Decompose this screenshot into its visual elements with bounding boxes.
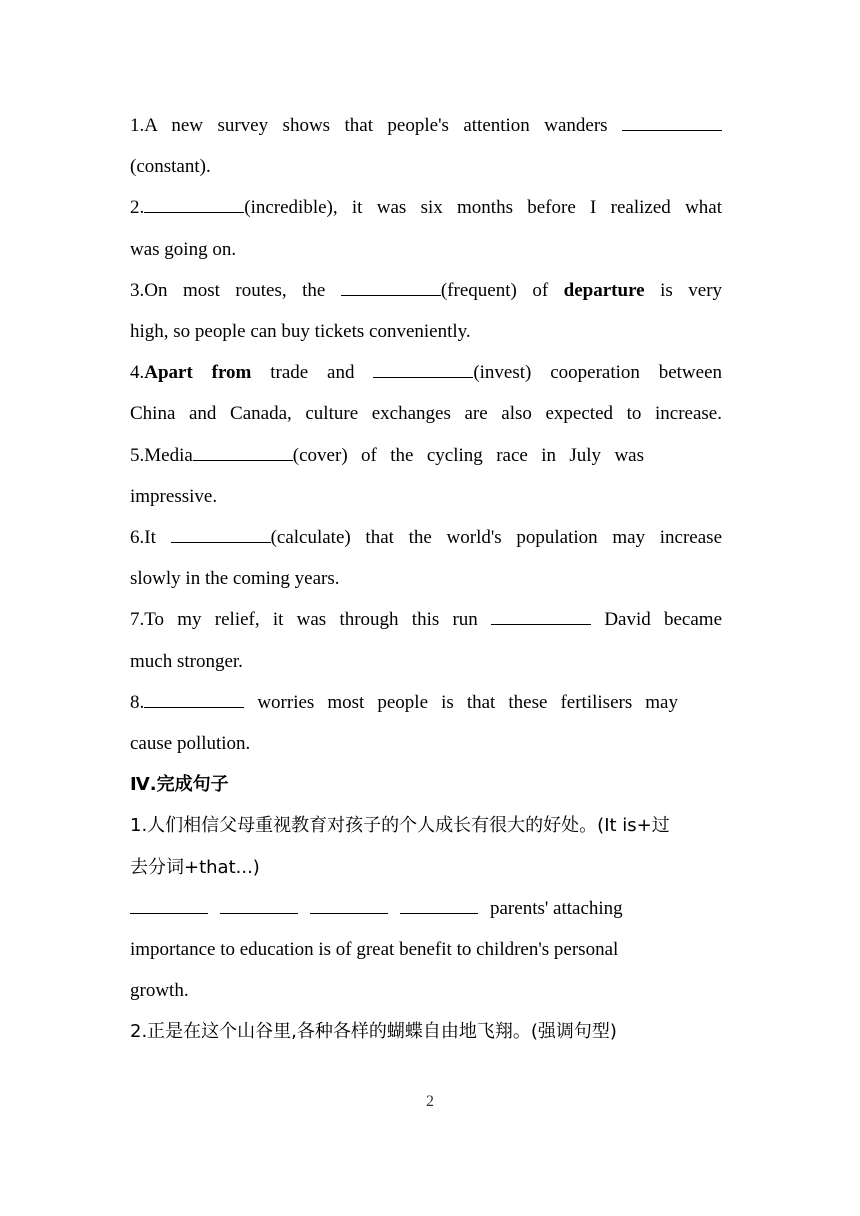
item-5-line-1: 5.Media (cover) of the cycling race in July was (130, 444, 644, 466)
answer-blank[interactable] (491, 610, 591, 625)
section4-q2-prompt: 2.正是在这个山谷里,各种各样的蝴蝶自由地飞翔。(强调句型) (130, 1021, 617, 1043)
answer-blank[interactable] (171, 528, 271, 543)
item-8-line-2: cause pollution. (130, 733, 251, 755)
section4-q1-answer-line-3: growth. (130, 980, 189, 1002)
section4-q1-prompt-line-2: 去分词+that...) (130, 856, 260, 878)
answer-blank[interactable] (144, 693, 244, 708)
item-1-line-2: (constant). (130, 156, 211, 178)
page-number: 2 (426, 1093, 434, 1110)
item-3-line-2: high, so people can buy tickets conveniently. (130, 321, 471, 343)
answer-blank[interactable] (193, 446, 293, 461)
item-4-line-2: China and Canada, culture exchanges are also expected to increase. (130, 403, 722, 425)
item-6-line-2: slowly in the coming years. (130, 568, 340, 590)
item-5-line-2: impressive. (130, 485, 218, 507)
keyword-bold: departure (563, 279, 645, 301)
answer-blank[interactable] (400, 899, 478, 914)
answer-blank[interactable] (622, 116, 722, 131)
item-7-line-1: 7.To my relief, it was through this run David became (130, 609, 722, 631)
item-6-line-1: 6.It (calculate) that the world's population may increase (130, 527, 722, 549)
item-4-line-1: 4.Apart from trade and (invest) cooperation between (130, 362, 722, 384)
item-3-line-1: 3.On most routes, the (frequent) of departure is very (130, 279, 722, 301)
exercise-content (130, 105, 722, 1053)
item-8-line-1: 8. worries most people is that these fertilisers may (130, 691, 678, 713)
section4-q1-answer-line-1: parents' attaching (130, 888, 722, 929)
section4-q1-prompt-line-1: 1.人们相信父母重视教育对孩子的个人成长有很大的好处。(It is+过 (130, 815, 670, 837)
section-heading: Ⅳ.完成句子 (130, 774, 229, 796)
answer-blank[interactable] (373, 363, 473, 378)
answer-blank[interactable] (220, 899, 298, 914)
answer-blank[interactable] (130, 899, 208, 914)
keyword-bold: Apart from (144, 362, 252, 384)
section4-q1-answer-line-2: importance to education is of great benefit to children's personal (130, 939, 619, 961)
answer-blank[interactable] (310, 899, 388, 914)
item-2-line-1: 2. (incredible), it was six months before I realized what (130, 197, 722, 219)
answer-blank[interactable] (341, 281, 441, 296)
item-1-line-1: 1.A new survey shows that people's attention wanders (130, 105, 722, 146)
item-7-line-2: much stronger. (130, 650, 243, 672)
answer-blank[interactable] (144, 198, 244, 213)
item-2-line-2: was going on. (130, 238, 237, 260)
